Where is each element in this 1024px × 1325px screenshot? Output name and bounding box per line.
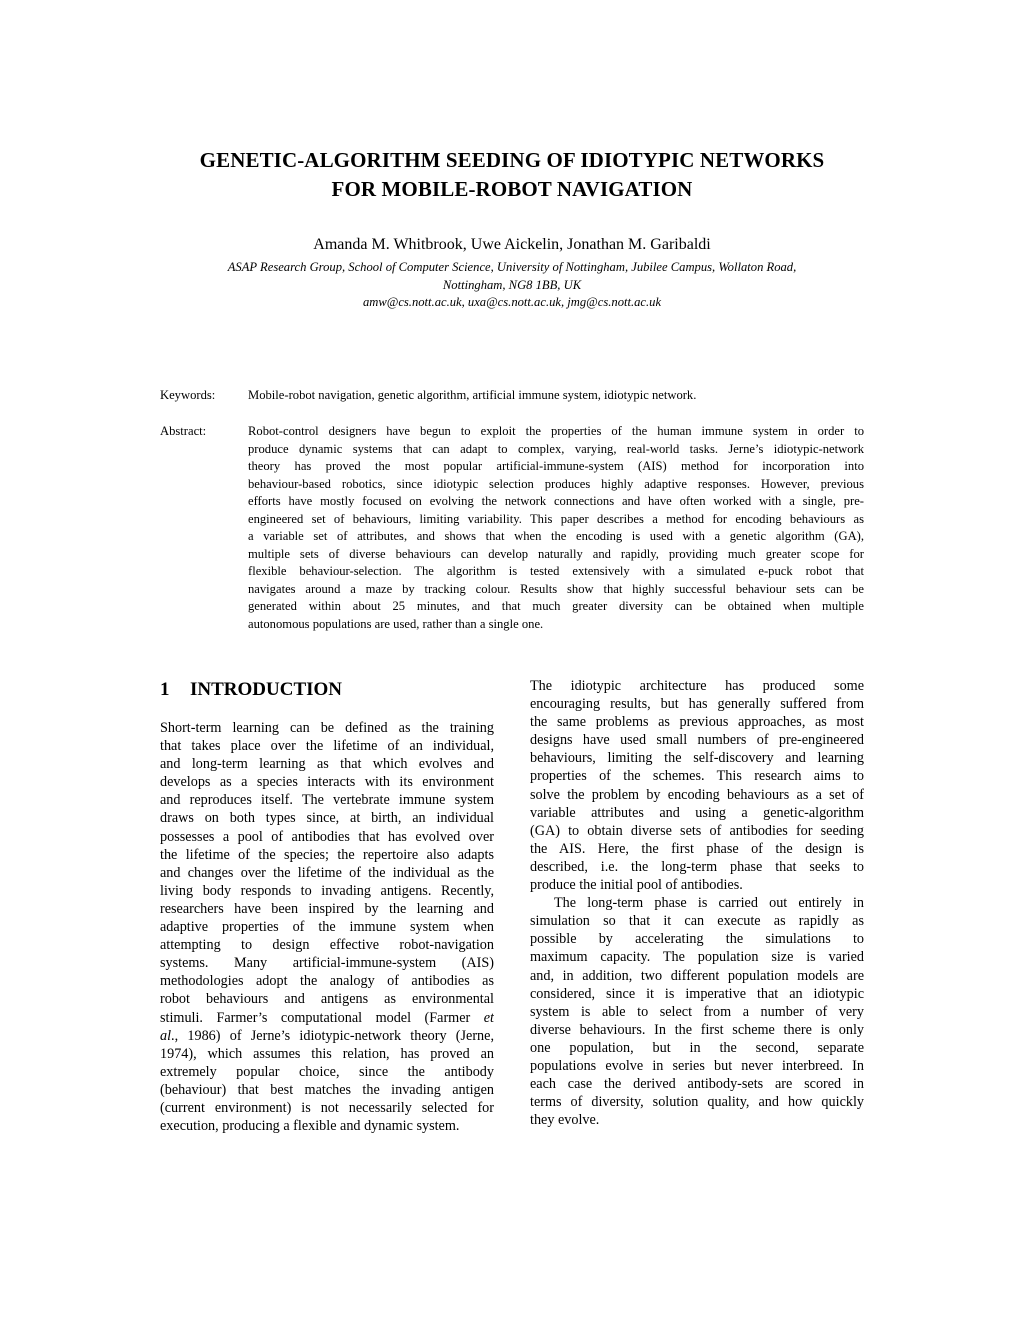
body-line: draws on both types since, at birth, an individual [160, 810, 494, 827]
body-line: the AIS. Here, the first phase of the design is [530, 840, 864, 857]
body-line: attempting to design effective robot-navigation [160, 937, 494, 954]
body-line: adaptive properties of the immune system when [160, 919, 494, 936]
abstract-line: efforts have mostly focused on evolving the network connections and have often worked with a single, pre- [248, 494, 864, 508]
body-line: the same problems as previous approaches, as most [530, 714, 864, 731]
body-line: the lifetime of the species; the repertoire also adapts [160, 846, 494, 863]
body-line: execution, producing a flexible and dynamic system. [160, 1118, 460, 1135]
body-line: terms of diversity, solution quality, and how quickly [530, 1094, 864, 1111]
body-line: and reproduces itself. The vertebrate immune system [160, 792, 494, 809]
body-line: (GA) to obtain diverse sets of antibodies for seeding [530, 822, 864, 839]
body-line: behaviours, limiting the self-discovery and learning [530, 750, 864, 767]
body-line: and, in addition, two different population models are [530, 967, 864, 984]
body-line: The long-term phase is carried out entirely in [554, 895, 864, 912]
body-line: solve the problem by encoding behaviours as a set of [530, 786, 864, 803]
body-line: simulation so that it can execute as rapidly as [530, 913, 864, 930]
body-line [160, 1009, 494, 1027]
body-line: systems. Many artificial-immune-system (AIS) [160, 955, 494, 972]
citation-al: al [160, 1027, 172, 1044]
abstract-line: generated within about 25 minutes, and that much greater diversity can be obtained when multiple [248, 599, 864, 613]
body-line: extremely popular choice, since the antibody [160, 1063, 494, 1080]
body-line: Short-term learning can be defined as the training [160, 720, 494, 736]
body-line: develops as a species interacts with its environment [160, 774, 494, 791]
affiliation [150, 259, 874, 294]
body-line: properties of the schemes. This research aims to [530, 768, 864, 785]
body-line: populations evolve in series but never interbreed. In [530, 1057, 864, 1074]
abstract-line: engineered set of behaviours, limiting variability. This paper describes a method for encoding behaviours as [248, 511, 864, 526]
body-line: that takes place over the lifetime of an individual, [160, 738, 494, 755]
left-column [160, 719, 494, 1135]
body-line: one population, but in the second, separate [530, 1039, 864, 1056]
right-column [530, 677, 864, 1129]
body-line: considered, since it is imperative that an idiotypic [530, 985, 864, 1002]
affiliation-line: Nottingham, NG8 1BB, UK [442, 277, 582, 292]
abstract-line: flexible behaviour-selection. The algorithm is tested extensively with a simulated e-puck robot that [248, 564, 864, 578]
body-line: living body responds to invading antigens. Recently, [160, 882, 494, 899]
body-line: system is able to select from a number of very [530, 1003, 864, 1020]
body-line: robot behaviours and antigens as environmental [160, 991, 494, 1008]
body-line: variable attributes and using a genetic-algorithm [530, 804, 864, 821]
author-list: Amanda M. Whitbrook, Uwe Aickelin, Jonathan M. Garibaldi [313, 236, 711, 253]
body-line: and long-term learning as that which evolves and [160, 756, 494, 773]
body-line: encouraging results, but has generally suffered from [530, 696, 864, 713]
body-line: researchers have been inspired by the learning and [160, 900, 494, 917]
body-line: methodologies adopt the analogy of antibodies as [160, 973, 494, 990]
body-line: described, i.e. the long-term phase that seeks to [530, 858, 864, 875]
body-line: 1974), which assumes this relation, has proved an [160, 1045, 494, 1062]
body-line: and changes over the lifetime of the individual as the [160, 864, 494, 881]
abstract-line: behaviour-based robotics, since idiotypic selection produces highly adaptive responses. However, previous [248, 476, 864, 491]
body-line: produce the initial pool of antibodies. [530, 877, 743, 894]
abstract-line: produce dynamic systems that can adapt to complex, varying, real-world tasks. Jerne’s idiotypic-network [248, 441, 864, 456]
citation-et: et [483, 1009, 494, 1026]
author-emails: amw@cs.nott.ac.uk, uxa@cs.nott.ac.uk, jmg@cs.nott.ac.uk [362, 295, 662, 309]
section-title: INTRODUCTION [190, 679, 343, 700]
title-line: FOR MOBILE-ROBOT NAVIGATION [331, 177, 693, 201]
body-text: stimuli. Farmer’s computational model (Farmer [160, 1009, 471, 1026]
abstract-line: a variable set of attributes, and shows that when the encoding is used with a genetic algorithm (GA), [248, 529, 864, 543]
body-line: possesses a pool of antibodies that has evolved over [160, 828, 494, 845]
abstract-body [248, 423, 864, 633]
abstract-line: multiple sets of diverse behaviours can develop naturally and rapidly, providing much greater scope for [248, 546, 864, 561]
affiliation-line: ASAP Research Group, School of Computer Science, University of Nottingham, Jubilee Campus, Wollaton Road, [227, 260, 797, 274]
body-line: diverse behaviours. In the first scheme there is only [530, 1021, 864, 1038]
body-line: possible by accelerating the simulations to [530, 931, 864, 948]
body-line: (current environment) is not necessarily selected for [160, 1099, 494, 1116]
body-line [160, 1027, 494, 1045]
abstract-label: Abstract: [160, 424, 207, 438]
body-line: designs have used small numbers of pre-engineered [530, 732, 864, 749]
body-text: ., 1986) of Jerne’s idiotypic-network theory (Jerne, [171, 1027, 494, 1044]
abstract-line: theory has proved the most popular artificial-immune-system (AIS) method for incorporation into [248, 459, 864, 473]
abstract-line: Robot-control designers have begun to exploit the properties of the human immune system in order to [248, 424, 864, 438]
body-line: each case the derived antibody-sets are scored in [530, 1076, 864, 1093]
abstract-line: navigates around a maze by tracking colour. Results show that highly successful behaviour sets can be [248, 581, 864, 596]
body-line: The idiotypic architecture has produced some [530, 678, 864, 694]
body-line: (behaviour) that best matches the invading antigen [160, 1081, 494, 1098]
section-number: 1 [160, 679, 170, 700]
title-line: GENETIC-ALGORITHM SEEDING OF IDIOTYPIC NETWORKS [199, 148, 825, 172]
keywords-label: Keywords: [160, 388, 216, 402]
paper-title [110, 146, 914, 204]
section-heading-introduction [160, 677, 342, 703]
body-line: maximum capacity. The population size is varied [530, 949, 864, 966]
abstract-line: autonomous populations are used, rather than a single one. [248, 616, 544, 631]
keywords-text: Mobile-robot navigation, genetic algorithm, artificial immune system, idiotypic network. [248, 388, 697, 402]
body-line: they evolve. [530, 1112, 600, 1129]
